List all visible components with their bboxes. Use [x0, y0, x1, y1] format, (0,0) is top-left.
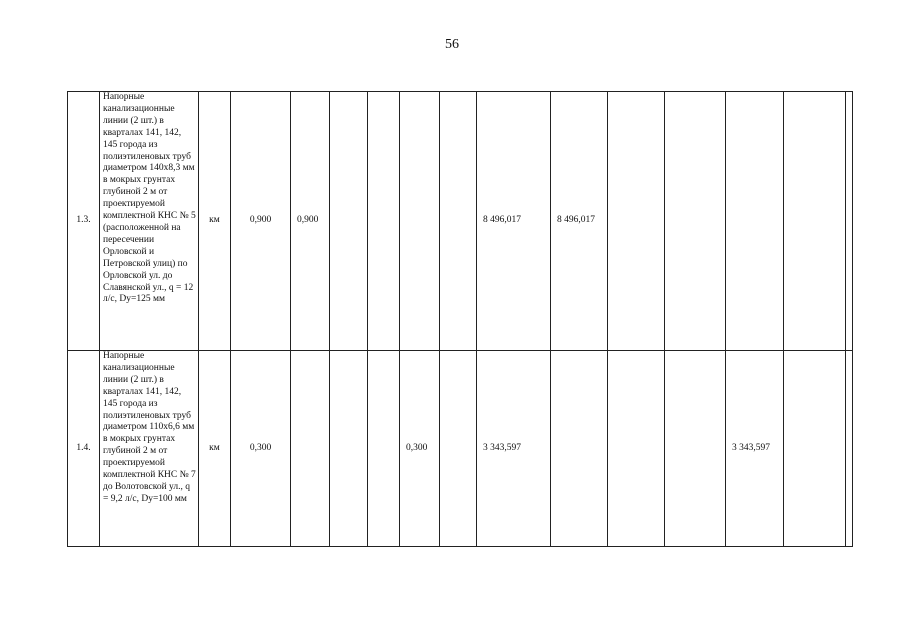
cell-c7	[368, 92, 400, 351]
cell-c16	[846, 351, 853, 547]
cell-c13	[665, 351, 726, 547]
cell-c11: 8 496,017	[551, 92, 608, 351]
cell-c12	[608, 351, 665, 547]
cell-c10: 8 496,017	[477, 92, 551, 351]
cell-c16	[846, 92, 853, 351]
cell-c4: 0,300	[231, 351, 291, 547]
cell-c15	[784, 351, 846, 547]
cell-c15	[784, 92, 846, 351]
works-table	[67, 91, 853, 547]
cell-c5: 0,900	[291, 92, 330, 351]
cell-c6	[330, 92, 368, 351]
row-index: 1.3.	[68, 92, 100, 351]
cell-c12	[608, 92, 665, 351]
cell-c5	[291, 351, 330, 547]
row-unit: км	[199, 92, 231, 351]
cell-c9	[440, 92, 477, 351]
row-description: Напорные канализационные линии (2 шт.) в кварталах 141, 142, 145 города из полиэтиленовых труб диаметром 140х8,3 мм в мокрых грунтах глубиной 2 м от проектируемой комплектной КНС № 5 (расположенной на пересечении Орловской и Петровской улиц) по Орловской ул. до Славянской ул., q = 12 л/с, Dу=125 мм	[100, 92, 199, 351]
cell-c14: 3 343,597	[726, 351, 784, 547]
cell-c8	[400, 92, 440, 351]
table-row	[68, 92, 853, 351]
cell-c4: 0,900	[231, 92, 291, 351]
cell-c13	[665, 92, 726, 351]
row-description: Напорные канализационные линии (2 шт.) в кварталах 141, 142, 145 города из полиэтиленовых труб диаметром 110х6,6 мм в мокрых грунтах глубиной 2 м от проектируемой комплектной КНС № 7 до Волотовской ул., q = 9,2 л/с, Dу=100 мм	[100, 351, 199, 547]
cell-c7	[368, 351, 400, 547]
cell-c8: 0,300	[400, 351, 440, 547]
cell-c11	[551, 351, 608, 547]
table-row	[68, 351, 853, 547]
cell-c9	[440, 351, 477, 547]
row-unit: км	[199, 351, 231, 547]
page-number: 56	[445, 37, 459, 52]
cell-c6	[330, 351, 368, 547]
cell-c10: 3 343,597	[477, 351, 551, 547]
row-index: 1.4.	[68, 351, 100, 547]
cell-c14	[726, 92, 784, 351]
